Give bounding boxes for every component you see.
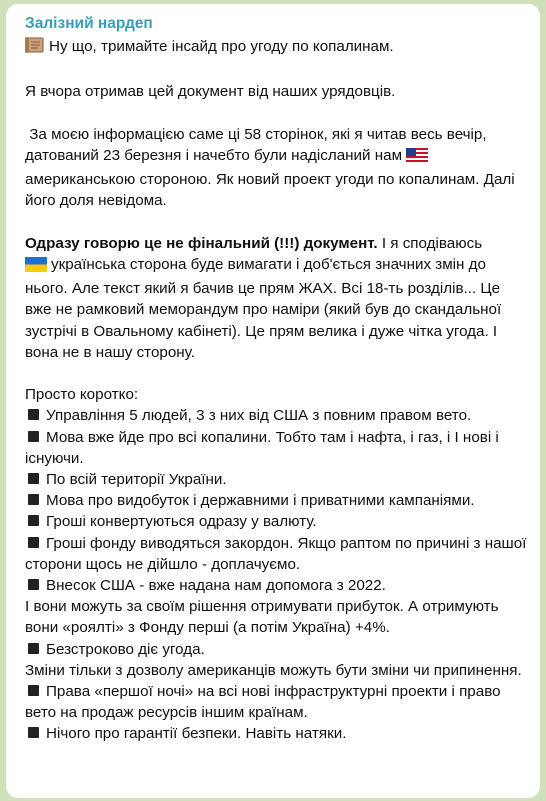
info-paragraph: За моєю інформацією саме ці 58 сторінок, які я читав весь вечір, датований 23 березня і начебто були надісланий нам американською стороною. Як новий проект угоди по копалинам. Далі його доля невідома. [25, 125, 515, 210]
message-bubble[interactable] [6, 4, 540, 798]
bullet-square-icon [28, 537, 39, 548]
bold-warning: Одразу говорю це не фінальний (!!!) документ. [25, 234, 378, 252]
received-line: Я вчора отримав цей документ від наших урядовців. [25, 83, 396, 101]
intro-line: Ну що, тримайте інсайд про угоду по копалинам. [25, 36, 528, 60]
bullet-square-icon [28, 409, 39, 420]
list-item: Внесок США - вже надана нам допомога з 2022. [25, 575, 528, 596]
list-item: По всій території України. [25, 469, 528, 490]
scroll-icon [25, 36, 45, 60]
bullet-square-icon [28, 685, 39, 696]
us-flag-icon [406, 148, 428, 169]
list-item: Права «першої ночі» на всі нові інфраструктурні проекти і право вето на продаж ресурсів іншим країнам. [25, 683, 501, 722]
bullet-square-icon [28, 473, 39, 484]
ukraine-flag-icon [25, 257, 47, 278]
list-item: Управління 5 людей, 3 з них від США з повним правом вето. [25, 405, 528, 426]
bullet-square-icon [28, 579, 39, 590]
hope-paragraph: Одразу говорю це не фінальний (!!!) документ. І я сподіваюсь українська сторона буде вимагати і доб'ється значних змін до нього. Але текст який я бачив це прям ЖАХ. Всі 18-ть розділів... Це вже не рамковий меморандум про наміри (який був до скандальної зустрічі в Овальному кабінеті). Це прям велика і дуже чітка угода. І вона не в нашу сторону. [25, 234, 502, 361]
list-item: Нічого про гарантії безпеки. Навіть натяки. [25, 723, 528, 744]
list-item: Мова про видобуток і державними і приватними кампаніями. [25, 490, 528, 511]
changes-line: Зміни тільки з дозволу американців можуть бути зміни чи припинення. [25, 661, 522, 679]
bullet-square-icon [28, 515, 39, 526]
bullet-square-icon [28, 494, 39, 505]
message-text [25, 36, 528, 745]
bullet-square-icon [28, 431, 39, 442]
list-item: Гроші конвертуються одразу у валюту. [25, 511, 528, 532]
list-item: Мова вже йде про всі копалини. Тобто там і нафта, і газ, і І нові і існуючи. [25, 428, 499, 467]
list-item: Безстроково діє угода. [25, 639, 528, 660]
summary-heading: Просто коротко: [25, 386, 139, 404]
bullet-square-icon [28, 643, 39, 654]
channel-name[interactable]: Залізний нардеп [25, 15, 153, 32]
list-item: Гроші фонду виводяться закордон. Якщо раптом по причині з нашої сторони щось не дійшло - доплачуємо. [25, 534, 527, 573]
profit-line: І вони можуть за своїм рішення отримувати прибуток. А отримують вони «роялті» з Фонду перші (а потім Україна) +4%. [25, 598, 499, 637]
bullet-square-icon [28, 727, 39, 738]
